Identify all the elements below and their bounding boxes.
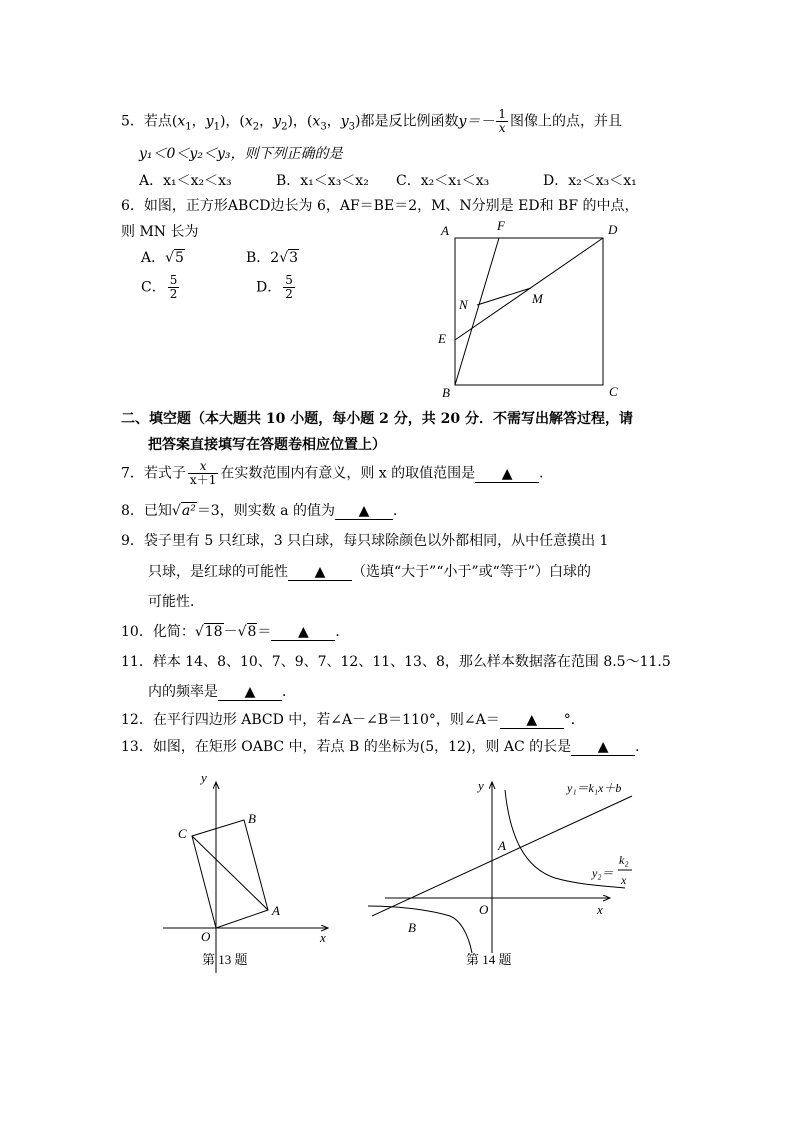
q13: 13．如图，在矩形 OABC 中，若点 B 的坐标为(5，12)，则 AC 的长是 ▲ ． <box>121 739 650 755</box>
q6-figure <box>432 215 632 400</box>
fig13-label-a: A <box>272 903 280 918</box>
q8: 8．已知√a²＝3，则实数 a 的值为 ▲ ． <box>121 503 407 519</box>
q11-line1: 11．样本 14、8、10、7、9、7、12、11、13、8，那么样本数据落在范围 8.5～11.5 <box>121 654 671 670</box>
q5-x1: x <box>177 113 186 130</box>
fig14-label-o: O <box>479 902 489 917</box>
label-f: F <box>497 218 505 233</box>
q5-option-a: A．x₁＜x₂＜x₃ <box>139 173 232 189</box>
q6-line2: 则 MN 长为 <box>121 224 199 240</box>
fig13-caption: 第 13 题 <box>202 952 248 967</box>
q5-line1: 5．若点($x_1$，$y_1$)，($x_2$，$y_2$)，($x_3$，$y_3$)都是反比例函数y＝－ $\frac{1}{x}$ 图像上的点，并且 <box>121 107 623 135</box>
q5-text: )，( <box>287 113 313 130</box>
q8-answer-blank[interactable]: ▲ <box>335 503 393 520</box>
q5-condition: y₁＜0＜y₂＜y₃，则下列正确的是 <box>139 146 343 162</box>
label-m: M <box>532 291 543 306</box>
q5-func: y＝－ <box>458 113 495 130</box>
fig14-curve-equation: y₂＝ <box>592 866 614 880</box>
fig13-label-c: C <box>178 826 187 841</box>
fig13-label-x: x <box>320 930 326 945</box>
hyperbola-branch-2 <box>368 906 472 953</box>
q5-text: 图像上的点，并且 <box>510 113 623 130</box>
fig14-curve-num: k₂ <box>619 853 629 867</box>
fig13-label-y: y <box>201 770 207 785</box>
q11-line2: 内的频率是 ▲ ． <box>148 684 296 700</box>
q6-line1: 6．如图，正方形ABCD边长为 6，AF＝BE＝2，M、N分别是 ED和 BF 的中点， <box>121 198 639 214</box>
fig13-label-o: O <box>201 929 211 944</box>
q5-x1-sub: 1 <box>185 121 192 133</box>
fig14-label-a: A <box>498 838 506 853</box>
fig13 <box>160 768 340 978</box>
diagonal-ac <box>192 836 268 910</box>
q9-line1: 9．袋子里有 5 只红球，3 只白球，每只球除颜色以外都相同，从中任意摸出 1 <box>121 533 609 549</box>
fig14 <box>360 768 650 978</box>
label-e: E <box>438 331 446 346</box>
q5-option-b: B．x₁＜x₃＜x₂ <box>276 173 369 189</box>
q6-option-c: C． $\frac{5}{2}$ <box>141 273 178 301</box>
fig14-line-equation: y₁＝k₁x＋b <box>567 781 622 795</box>
q12: 12．在平行四边形 ABCD 中，若∠A－∠B＝110°，则∠A＝ ▲ °． <box>121 712 585 728</box>
q5-fraction: $\frac{1}{x}$ <box>498 107 507 135</box>
q12-answer-blank[interactable]: ▲ <box>500 712 564 729</box>
q5-text: 5．若点( <box>121 113 178 130</box>
label-c: C <box>609 384 618 399</box>
q6-option-b: B．2√3 <box>246 250 299 266</box>
q6-option-d: D． $\frac{5}{2}$ <box>256 273 293 301</box>
q11-answer-blank[interactable]: ▲ <box>218 684 282 701</box>
q7-answer-blank[interactable]: ▲ <box>475 466 539 483</box>
rectangle-oabc <box>192 820 268 928</box>
q13-answer-blank[interactable]: ▲ <box>571 739 635 756</box>
label-d: D <box>608 222 618 237</box>
label-n: N <box>459 297 468 312</box>
section2-title-line2: 把答案直接填写在答题卷相应位置上） <box>148 437 386 453</box>
q7: 7．若式子 $\frac{x}{x+1}$ 在实数范围内有意义，则 x 的取值范围是 ▲ ． <box>121 459 554 487</box>
section2-title: 二、填空题（本大题共 10 小题，每小题 2 分，共 20 分．不需写出解答过程，请 <box>121 411 633 427</box>
q7-fraction: $\frac{x}{x+1}$ <box>189 459 217 487</box>
fig14-label-y: y <box>478 778 484 793</box>
q9-line2: 只球，是红球的可能性 ▲ （选填“大于”“小于”或“等于”）白球的 <box>148 564 591 580</box>
q10: 10．化简：√18－√8＝ ▲ ． <box>121 624 350 640</box>
label-a: A <box>441 223 449 238</box>
q5-option-d: D．x₂＜x₃＜x₁ <box>543 173 637 189</box>
q6-option-a: A．√5 <box>141 250 184 266</box>
q10-answer-blank[interactable]: ▲ <box>271 624 335 641</box>
q9-line3: 可能性． <box>148 594 204 610</box>
fig14-label-b: B <box>408 920 416 935</box>
q5-option-c: C．x₂＜x₁＜x₃ <box>396 173 490 189</box>
label-b: B <box>442 385 450 400</box>
q5-text: )都是反比例函数 <box>354 113 459 130</box>
fig14-label-x: x <box>597 902 603 917</box>
q5-y1-sub: 1 <box>213 121 220 133</box>
segment-mn <box>477 288 531 305</box>
q5-text: )，( <box>219 113 245 130</box>
fig14-caption: 第 14 题 <box>466 952 512 967</box>
q5-y1: y <box>205 113 214 130</box>
fig14-curve-den: x <box>621 873 627 887</box>
q9-answer-blank[interactable]: ▲ <box>288 564 352 581</box>
fig13-label-b: B <box>248 811 256 826</box>
